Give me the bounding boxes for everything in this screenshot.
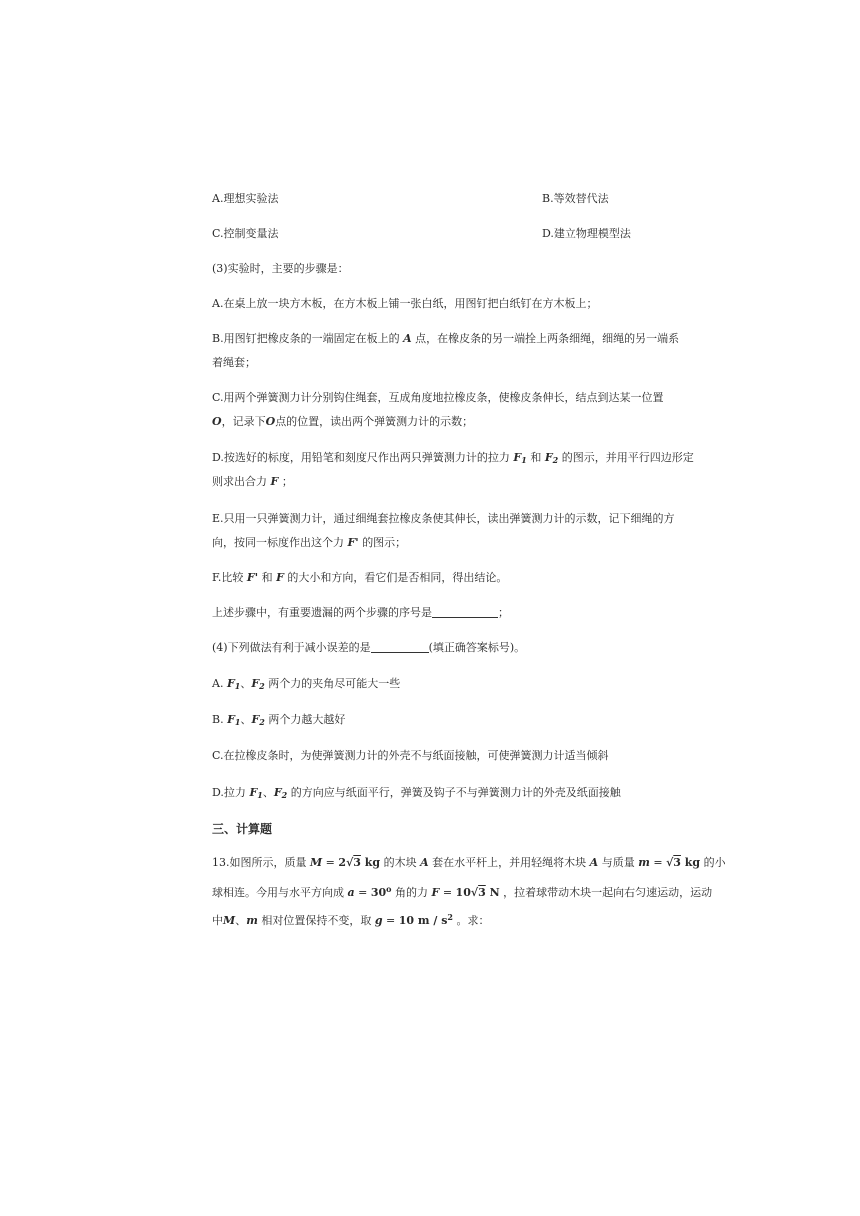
f2-symbol: F <box>251 713 260 726</box>
step-f-text-2: 和 <box>261 571 273 584</box>
radicand-3: 3 <box>478 886 486 899</box>
step-f-text-1: F.比较 <box>212 571 244 584</box>
force-f2-symbol: F <box>544 451 553 464</box>
q13-text-7: 角的力 <box>395 886 429 899</box>
q4-opt-a-text: 两个力的夹角尽可能大一些 <box>268 677 401 690</box>
missing-steps-question <box>212 606 732 620</box>
step-d-line1 <box>212 451 732 467</box>
block-a-symbol: A <box>420 856 429 869</box>
step-c-line2 <box>212 415 732 429</box>
step-d-text-1: D.按选好的标度，用铅笔和刻度尺作出两只弹簧测力计的拉力 <box>212 451 510 464</box>
point-a-symbol: A <box>403 332 412 345</box>
q13-line1: 13.如图所示，质量 M = 2√3 kg 的木块 A 套在水平杆上，并用轻绳将木块 A 与质量 m = √3 kg 的小 <box>212 856 726 869</box>
step-c-text-2: 点的位置，读出两个弹簧测力计的示数； <box>275 415 474 428</box>
separator: 、 <box>235 914 247 927</box>
step-d-text-4: ； <box>281 475 293 488</box>
subscript-2: 2 <box>259 717 265 727</box>
q3-intro: (3)实验时，主要的步骤是： <box>212 262 349 275</box>
separator: 、 <box>240 677 252 690</box>
separator: 、 <box>262 786 274 799</box>
block-a-symbol-2: A <box>589 856 599 869</box>
missing-steps-text: 上述步骤中，有重要遗漏的两个步骤的序号是 <box>212 606 432 619</box>
q4-intro <box>212 641 732 655</box>
subscript-2: 2 <box>552 455 559 465</box>
step-e-line1: E.只用一只弹簧测力计，通过细绳套拉橡皮条使其伸长，读出弹簧测力计的示数，记下细绳的方 <box>212 512 675 525</box>
q13-line3 <box>212 910 732 928</box>
q13-text-10: 相对位置保持不变，取 <box>261 914 372 927</box>
resultant-force-symbol: F <box>270 475 279 488</box>
q4-option-a <box>212 677 732 693</box>
step-e-text-1: 向，按同一标度作出这个力 <box>212 536 344 549</box>
q13-text-2: 的木块 <box>383 856 417 869</box>
q4-opt-d-text-2: 的方向应与纸面平行，弹簧及钩子不与弹簧测力计的外壳及纸面接触 <box>290 786 621 799</box>
step-d-text-3: 则求出合力 <box>212 475 267 488</box>
q4-opt-b-text: 两个力越大越好 <box>268 713 346 726</box>
force-f-prime-symbol-2: F' <box>246 571 259 584</box>
step-b-line1 <box>212 332 732 346</box>
option-c: C.控制变量法 <box>212 227 279 240</box>
subscript-1: 1 <box>521 455 527 465</box>
exponent-2: 2 <box>447 912 453 922</box>
q13-text-11: 。求： <box>456 914 490 927</box>
option-b: B.等效替代法 <box>542 192 609 205</box>
radicand-3: 3 <box>353 856 361 869</box>
q13-text-4: 与质量 <box>601 856 635 869</box>
force-f-symbol: F <box>276 571 284 584</box>
force-f-prime-symbol: F' <box>347 536 359 549</box>
equals: = <box>649 856 667 869</box>
option-row-ab <box>212 192 732 206</box>
answer-blank-1[interactable] <box>432 607 498 618</box>
step-d-text-2: 的图示，并用平行四边形定 <box>561 451 694 464</box>
q13-text-1: 13.如图所示，质量 <box>212 856 307 869</box>
q13-text-3: 套在水平杆上，并用轻绳将木块 <box>432 856 587 869</box>
equals: = <box>439 886 456 899</box>
option-a: A.理想实验法 <box>212 192 279 205</box>
q4-option-d <box>212 786 732 802</box>
f1-symbol: F <box>226 677 235 690</box>
q4-opt-b-prefix: B. <box>212 713 224 726</box>
q4-text-2: (填正确答案标号)。 <box>428 641 526 654</box>
point-o-symbol: O <box>212 415 222 428</box>
and-word: 和 <box>530 451 542 464</box>
q13-text-9: 中 <box>212 914 223 927</box>
equals: = <box>354 886 371 899</box>
mass-M-symbol: M <box>310 856 323 869</box>
q13-line2: 球相连。今用与水平方向成 $a = 30^o$ 角的力 F = 10√3 N ，拉着球带动木块一起向右匀速运动，运动 <box>212 884 713 899</box>
answer-blank-2[interactable] <box>371 642 429 653</box>
step-f-text-3: 的大小和方向，看它们是否相同，得出结论。 <box>287 571 508 584</box>
unit-kg: kg <box>360 856 381 869</box>
radicand-3: 3 <box>673 856 681 869</box>
step-e-line2 <box>212 536 732 550</box>
mass-m-symbol-2: m <box>246 914 258 927</box>
point-o-symbol-2: O <box>265 415 276 428</box>
missing-steps-end: ； <box>498 606 509 619</box>
q13-text-5: 的小 <box>703 856 726 869</box>
subscript-2: 2 <box>281 790 288 800</box>
coef-10: 10 <box>455 886 471 899</box>
f2-symbol: F <box>273 786 282 799</box>
step-c-text-1: ，记录下 <box>221 415 266 428</box>
mass-M-symbol-2: M <box>223 914 236 927</box>
f1-symbol: F <box>227 713 235 726</box>
step-a: A.在桌上放一块方木板，在方木板上铺一张白纸，用图钉把白纸钉在方木板上； <box>212 297 598 310</box>
coef-2: 2 <box>338 856 347 869</box>
q13-text-8: ，拉着球带动木块一起向右匀速运动，运动 <box>503 886 713 899</box>
q4-opt-a-prefix: A. <box>212 677 224 690</box>
subscript-1: 1 <box>234 681 241 691</box>
option-d: D.建立物理模型法 <box>542 227 631 240</box>
force-f1-symbol: F <box>513 451 522 464</box>
f2-symbol: F <box>251 677 260 690</box>
angle-value: 30 <box>370 886 387 899</box>
step-b-text-1: B.用图钉把橡皮条的一端固定在板上的 <box>212 332 400 345</box>
gravity-g-symbol: g <box>374 914 383 927</box>
step-b-text-2: 点，在橡皮条的另一端拴上两条细绳，细绳的另一端系 <box>415 332 680 345</box>
step-b-line2: 着绳套； <box>212 356 256 369</box>
subscript-2: 2 <box>259 681 265 691</box>
q4-option-b <box>212 713 732 729</box>
mass-m-symbol: m <box>638 856 650 869</box>
q4-opt-d-text-1: D.拉力 <box>212 786 246 799</box>
unit-n: N <box>485 886 500 899</box>
step-d-line2 <box>212 475 732 489</box>
force-F-symbol: F <box>431 886 440 899</box>
subscript-1: 1 <box>234 717 241 727</box>
q13-text-6: 球相连。今用与水平方向成 <box>212 886 344 899</box>
step-e-text-2: 的图示； <box>362 536 407 549</box>
equals: = <box>322 856 339 869</box>
angle-alpha-symbol: a <box>347 886 355 899</box>
subscript-1: 1 <box>257 790 263 800</box>
step-c-line1: C.用两个弹簧测力计分别钩住绳套，互成角度地拉橡皮条，使橡皮条伸长，结点到达某一位置 <box>212 391 664 404</box>
q4-text-1: (4)下列做法有利于减小误差的是 <box>212 641 371 654</box>
separator: 、 <box>240 713 252 726</box>
step-f <box>212 571 732 585</box>
q4-option-c: C.在拉橡皮条时，为使弹簧测力计的外壳不与纸面接触，可使弹簧测力计适当倾斜 <box>212 749 609 762</box>
equals: = <box>382 914 399 927</box>
gravity-value: 10 m / s <box>398 914 448 927</box>
unit-kg: kg <box>680 856 701 869</box>
option-row-cd <box>212 227 732 241</box>
f1-symbol: F <box>249 786 258 799</box>
section-heading: 三、计算题 <box>212 822 273 836</box>
degree-mark: o <box>386 884 392 894</box>
